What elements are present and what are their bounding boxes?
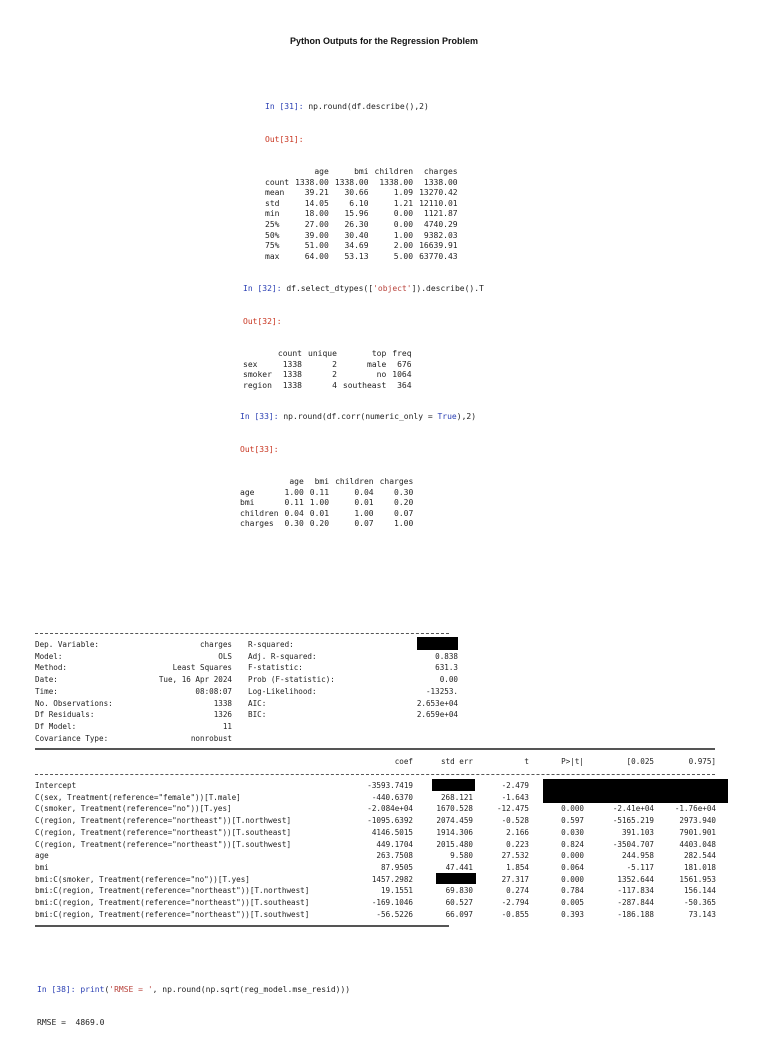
table-cell: 0.07: [354, 519, 374, 529]
table-row: [265, 199, 461, 210]
column-header: unique: [308, 349, 337, 358]
coef-cell: 391.103: [621, 827, 654, 837]
table-cell: 1.00: [394, 519, 414, 529]
coef-cell: 87.9505: [380, 862, 413, 872]
row-label: sex: [243, 359, 258, 369]
table-cell: 1338: [282, 359, 302, 369]
coef-header-rule: [35, 774, 715, 775]
coef-cell: 282.544: [683, 851, 716, 861]
table-cell: southeast: [342, 380, 387, 390]
summary-value: 1326: [213, 710, 232, 720]
redaction-block: [417, 637, 458, 650]
code-line: np.round(df.describe(),2): [308, 102, 429, 111]
summary-value: Tue, 16 Apr 2024: [158, 675, 232, 685]
column-header: bmi: [354, 167, 369, 176]
summary-label: Covariance Type:: [35, 733, 109, 743]
table-cell: 1338.00: [334, 177, 369, 187]
column-header: count: [277, 349, 302, 358]
summary-value: OLS: [218, 651, 232, 661]
column-header: freq: [392, 349, 412, 358]
table-cell: 0.04: [284, 508, 304, 518]
table-cell: 0.00: [393, 219, 414, 229]
coef-cell: 268.121: [440, 792, 473, 802]
column-header: charges: [379, 477, 414, 486]
coef-cell: -2.479: [501, 781, 529, 790]
coef-cell: 0.064: [561, 862, 584, 872]
describe-table: [265, 167, 461, 262]
table-cell: male: [367, 359, 387, 369]
summary-label: Time:: [35, 686, 58, 696]
code-line-post: ]).describe().T: [411, 284, 484, 293]
summary-value: -13253.: [425, 686, 458, 696]
row-label: 50%: [265, 230, 280, 240]
summary-label: Df Residuals:: [35, 710, 95, 720]
coef-cell: 1352.644: [617, 874, 654, 884]
cell-33: [240, 389, 476, 541]
table-cell: 0.01: [354, 498, 374, 508]
summary-rule-mid: [35, 748, 715, 750]
table-cell: 5.00: [393, 251, 414, 261]
coef-column-header: std err: [440, 757, 473, 766]
coef-cell: 1670.528: [436, 804, 473, 814]
row-label: count: [265, 177, 290, 187]
table-cell: 1338: [282, 380, 302, 390]
table-cell: 1338.00: [423, 177, 458, 187]
coef-cell: -1.76e+04: [674, 804, 716, 814]
summary-value: charges: [199, 640, 232, 649]
term-label: bmi:C(region, Treatment(reference="northeast"))[T.southwest]: [35, 909, 310, 919]
table-row: [240, 519, 416, 530]
coef-cell: -2.41e+04: [612, 804, 654, 814]
coef-cell: -186.188: [617, 909, 654, 919]
table-cell: 2: [332, 370, 337, 380]
coef-cell: -5165.219: [612, 816, 654, 826]
summary-value: Least Squares: [172, 663, 232, 673]
coef-cell: -3504.707: [612, 839, 654, 849]
table-cell: 2.00: [393, 241, 414, 251]
coef-cell: 27.317: [501, 874, 529, 884]
coef-cell: 66.097: [445, 909, 473, 919]
row-label: region: [243, 380, 272, 390]
summary-label: Log-Likelihood:: [248, 686, 317, 696]
table-cell: 0.20: [309, 519, 330, 529]
table-cell: 51.00: [304, 241, 329, 251]
term-label: Intercept: [35, 781, 77, 790]
table-cell: 30.40: [344, 230, 369, 240]
out-prompt: Out[31]:: [265, 135, 304, 144]
table-row: [265, 188, 461, 199]
coef-cell: 4403.048: [679, 839, 716, 849]
table-cell: 26.30: [344, 219, 369, 229]
coef-cell: 2973.940: [679, 816, 716, 826]
term-label: C(region, Treatment(reference="northeast"))[T.southwest]: [35, 839, 292, 849]
table-cell: 0.07: [394, 508, 414, 518]
coef-cell: -2.084e+04: [367, 804, 413, 814]
term-label: bmi: [35, 862, 49, 872]
table-row: [265, 178, 461, 189]
summary-value: 2.653e+04: [416, 698, 458, 708]
coef-cell: 0.393: [561, 909, 584, 919]
table-row: [240, 498, 416, 509]
table-cell: 2: [332, 359, 337, 369]
coef-cell: 2.166: [506, 827, 529, 837]
table-cell: 0.04: [354, 487, 374, 497]
coef-cell: 244.958: [621, 851, 654, 861]
table-row: [240, 509, 416, 520]
summary-label: Adj. R-squared:: [248, 651, 317, 661]
table-cell: 0.01: [309, 508, 330, 518]
row-label: min: [265, 209, 280, 219]
coef-cell: -2.794: [501, 898, 529, 907]
object-describe-table: [243, 349, 415, 391]
code-string: 'RMSE = ': [109, 985, 153, 994]
table-cell: 1.21: [393, 198, 414, 208]
coef-cell: 69.830: [445, 886, 473, 896]
redaction-block: [436, 873, 476, 884]
coef-cell: -50.365: [683, 898, 716, 907]
code-line-pre: df.select_dtypes([: [286, 284, 374, 293]
coef-cell: -3593.7419: [367, 781, 413, 790]
coef-cell: -0.855: [501, 909, 529, 919]
column-header: children: [374, 167, 414, 176]
coef-column-header: coef: [394, 757, 413, 766]
table-cell: 16639.91: [419, 241, 458, 251]
coef-cell: -0.528: [501, 816, 529, 826]
column-header: [265, 167, 292, 178]
table-cell: 27.00: [304, 219, 329, 229]
coef-cell: 0.597: [561, 816, 584, 826]
table-cell: 1.00: [309, 498, 330, 508]
coef-cell: -1.643: [501, 792, 529, 802]
rmse-output: RMSE = 4869.0: [37, 1018, 105, 1027]
table-cell: 64.00: [304, 251, 329, 261]
coef-cell: 1914.306: [436, 827, 473, 837]
row-label: max: [265, 251, 280, 261]
summary-label: Method:: [35, 663, 68, 673]
table-cell: 39.00: [304, 230, 329, 240]
summary-value: 2.659e+04: [416, 710, 458, 720]
coef-cell: 0.223: [506, 839, 529, 849]
table-cell: 364: [397, 380, 412, 390]
column-header: children: [335, 477, 374, 486]
table-cell: 0.00: [393, 209, 414, 219]
coef-cell: 0.000: [561, 851, 584, 861]
row-label: age: [240, 487, 255, 497]
table-row: [265, 220, 461, 231]
table-header-row: [265, 167, 461, 178]
code-line-post: ),2): [456, 412, 477, 421]
code-keyword: True: [437, 412, 457, 421]
summary-value: 1338: [213, 698, 232, 708]
coef-column-header: [0.025: [626, 757, 654, 766]
table-row: [243, 370, 415, 381]
summary-value: 631.3: [435, 663, 458, 673]
table-row: [265, 231, 461, 242]
table-cell: 1.00: [393, 230, 414, 240]
term-label: bmi:C(region, Treatment(reference="northeast"))[T.southeast]: [35, 898, 310, 907]
coef-cell: 7901.901: [679, 827, 716, 837]
summary-label: R-squared:: [248, 640, 294, 649]
table-cell: 1.09: [393, 188, 414, 198]
table-cell: 13270.42: [419, 188, 458, 198]
in-prompt: In [31]:: [265, 102, 304, 111]
coef-cell: 1561.953: [679, 874, 716, 884]
summary-label: AIC:: [248, 698, 267, 708]
table-cell: 6.10: [349, 198, 369, 208]
coef-column-header: t: [524, 757, 529, 766]
coef-cell: 60.527: [445, 898, 473, 907]
summary-rule-top: [35, 633, 449, 634]
table-header-row: [240, 477, 416, 488]
coef-cell: 73.143: [688, 909, 716, 919]
coef-cell: 449.1704: [376, 839, 413, 849]
cell-38: In [38]: print('RMSE = ', np.round(np.sqrt(reg_model.mse_resid))) RMSE = 4869.0: [37, 985, 351, 1027]
term-label: C(sex, Treatment(reference="female"))[T.male]: [35, 792, 241, 802]
table-cell: 39.21: [304, 188, 329, 198]
table-cell: 1064: [392, 370, 412, 380]
coef-cell: -56.5226: [376, 909, 413, 919]
code-function: print: [80, 985, 105, 994]
coef-cell: 2074.459: [436, 816, 473, 826]
coef-cell: -287.844: [617, 898, 654, 907]
coef-cell: 0.274: [506, 886, 529, 896]
table-cell: 14.05: [304, 198, 329, 208]
table-cell: 30.66: [344, 188, 369, 198]
table-cell: 0.30: [284, 519, 304, 529]
correlation-table: [240, 477, 416, 530]
row-label: mean: [265, 188, 285, 198]
summary-label: Prob (F-statistic):: [248, 675, 335, 685]
summary-value: 11: [222, 721, 232, 731]
table-cell: 0.30: [394, 487, 414, 497]
term-label: C(region, Treatment(reference="northeast"))[T.northwest]: [35, 816, 292, 826]
table-cell: 1.00: [354, 508, 374, 518]
column-header: [243, 349, 275, 360]
table-cell: 1338: [282, 370, 302, 380]
term-label: C(smoker, Treatment(reference="no"))[T.yes]: [35, 804, 232, 814]
coef-cell: 263.7508: [376, 851, 413, 861]
cell-32: [243, 261, 484, 402]
row-label: charges: [240, 519, 274, 529]
table-cell: 1121.87: [423, 209, 458, 219]
summary-value: 08:08:07: [195, 686, 232, 696]
table-cell: 15.96: [344, 209, 369, 219]
redaction-block: [543, 779, 728, 803]
out-prompt: Out[33]:: [240, 445, 279, 454]
in-prompt: In [38]:: [37, 985, 76, 994]
column-header: [240, 477, 282, 488]
coef-cell: 19.1551: [380, 886, 413, 896]
row-label: 25%: [265, 219, 280, 229]
coef-column-header: P>|t|: [561, 757, 584, 766]
term-label: bmi:C(region, Treatment(reference="northeast"))[T.northwest]: [35, 886, 310, 896]
row-label: children: [240, 508, 279, 518]
coef-cell: 0.030: [561, 827, 584, 837]
table-cell: 4740.29: [423, 219, 458, 229]
row-label: 75%: [265, 241, 280, 251]
coef-cell: 0.000: [561, 804, 584, 814]
summary-value: 0.838: [435, 651, 458, 661]
code-string: 'object': [373, 284, 412, 293]
in-prompt: In [32]:: [243, 284, 282, 293]
term-label: age: [35, 851, 49, 861]
table-cell: 676: [397, 359, 412, 369]
coef-cell: -440.6370: [371, 792, 413, 802]
coef-cell: -169.1046: [371, 898, 413, 907]
coef-cell: 27.532: [501, 851, 529, 861]
term-label: bmi:C(smoker, Treatment(reference="no"))[T.yes]: [35, 874, 250, 884]
coef-cell: 0.005: [561, 898, 584, 907]
summary-label: No. Observations:: [35, 698, 113, 708]
table-cell: 0.11: [309, 487, 330, 497]
coef-cell: -5.117: [626, 862, 654, 872]
code-line-post: , np.round(np.sqrt(reg_model.mse_resid))): [152, 985, 351, 994]
table-cell: 34.69: [344, 241, 369, 251]
summary-label: Date:: [35, 675, 58, 685]
summary-label: Dep. Variable:: [35, 640, 100, 649]
page-title: Python Outputs for the Regression Problem: [289, 36, 478, 46]
cell-31: [265, 79, 461, 273]
table-cell: no: [376, 370, 387, 380]
table-cell: 1.00: [284, 487, 304, 497]
table-row: [243, 360, 415, 371]
table-cell: 9382.03: [423, 230, 458, 240]
table-cell: 18.00: [304, 209, 329, 219]
coef-cell: -117.834: [617, 886, 654, 896]
coef-cell: 4146.5015: [371, 827, 413, 837]
coef-cell: 1457.2982: [371, 874, 413, 884]
coef-cell: 9.580: [450, 851, 473, 861]
table-cell: 63770.43: [419, 251, 458, 261]
summary-label: Df Model:: [35, 721, 77, 731]
table-cell: 0.20: [394, 498, 414, 508]
table-row: [265, 209, 461, 220]
table-cell: 4: [332, 380, 337, 390]
out-prompt: Out[32]:: [243, 317, 282, 326]
summary-label: BIC:: [248, 710, 267, 720]
summary-rule-bottom: [35, 925, 449, 927]
column-header: bmi: [314, 477, 330, 486]
coef-cell: 0.000: [561, 874, 584, 884]
code-line-pre: np.round(df.corr(numeric_only =: [283, 412, 438, 421]
coef-cell: 0.784: [561, 886, 584, 896]
coef-cell: 1.854: [506, 862, 529, 872]
summary-value: 0.00: [439, 675, 458, 685]
column-header: age: [314, 167, 329, 176]
table-row: [265, 241, 461, 252]
table-row: [240, 488, 416, 499]
row-label: smoker: [243, 370, 272, 380]
summary-value: nonrobust: [190, 733, 232, 743]
column-header: top: [371, 349, 387, 358]
coef-cell: -1095.6392: [367, 816, 413, 826]
column-header: age: [289, 477, 304, 486]
coef-cell: 181.018: [683, 862, 716, 872]
coef-cell: 47.441: [445, 862, 473, 872]
table-cell: 1338.00: [379, 177, 414, 187]
row-label: std: [265, 198, 280, 208]
coef-column-header: 0.975]: [688, 757, 716, 766]
coef-cell: -12.475: [496, 804, 529, 814]
column-header: charges: [423, 167, 458, 176]
table-header-row: [243, 349, 415, 360]
row-label: bmi: [240, 498, 255, 508]
table-cell: 0.11: [284, 498, 304, 508]
summary-label: F-statistic:: [248, 663, 303, 673]
table-cell: 1338.00: [295, 177, 329, 187]
table-cell: 12110.01: [419, 198, 458, 208]
summary-label: Model:: [35, 651, 63, 661]
coef-cell: 2015.480: [436, 839, 473, 849]
coef-cell: 0.824: [561, 839, 584, 849]
redaction-block: [432, 779, 475, 791]
coef-cell: 156.144: [683, 886, 716, 896]
term-label: C(region, Treatment(reference="northeast"))[T.southeast]: [35, 827, 292, 837]
table-cell: 53.13: [344, 251, 369, 261]
in-prompt: In [33]:: [240, 412, 279, 421]
